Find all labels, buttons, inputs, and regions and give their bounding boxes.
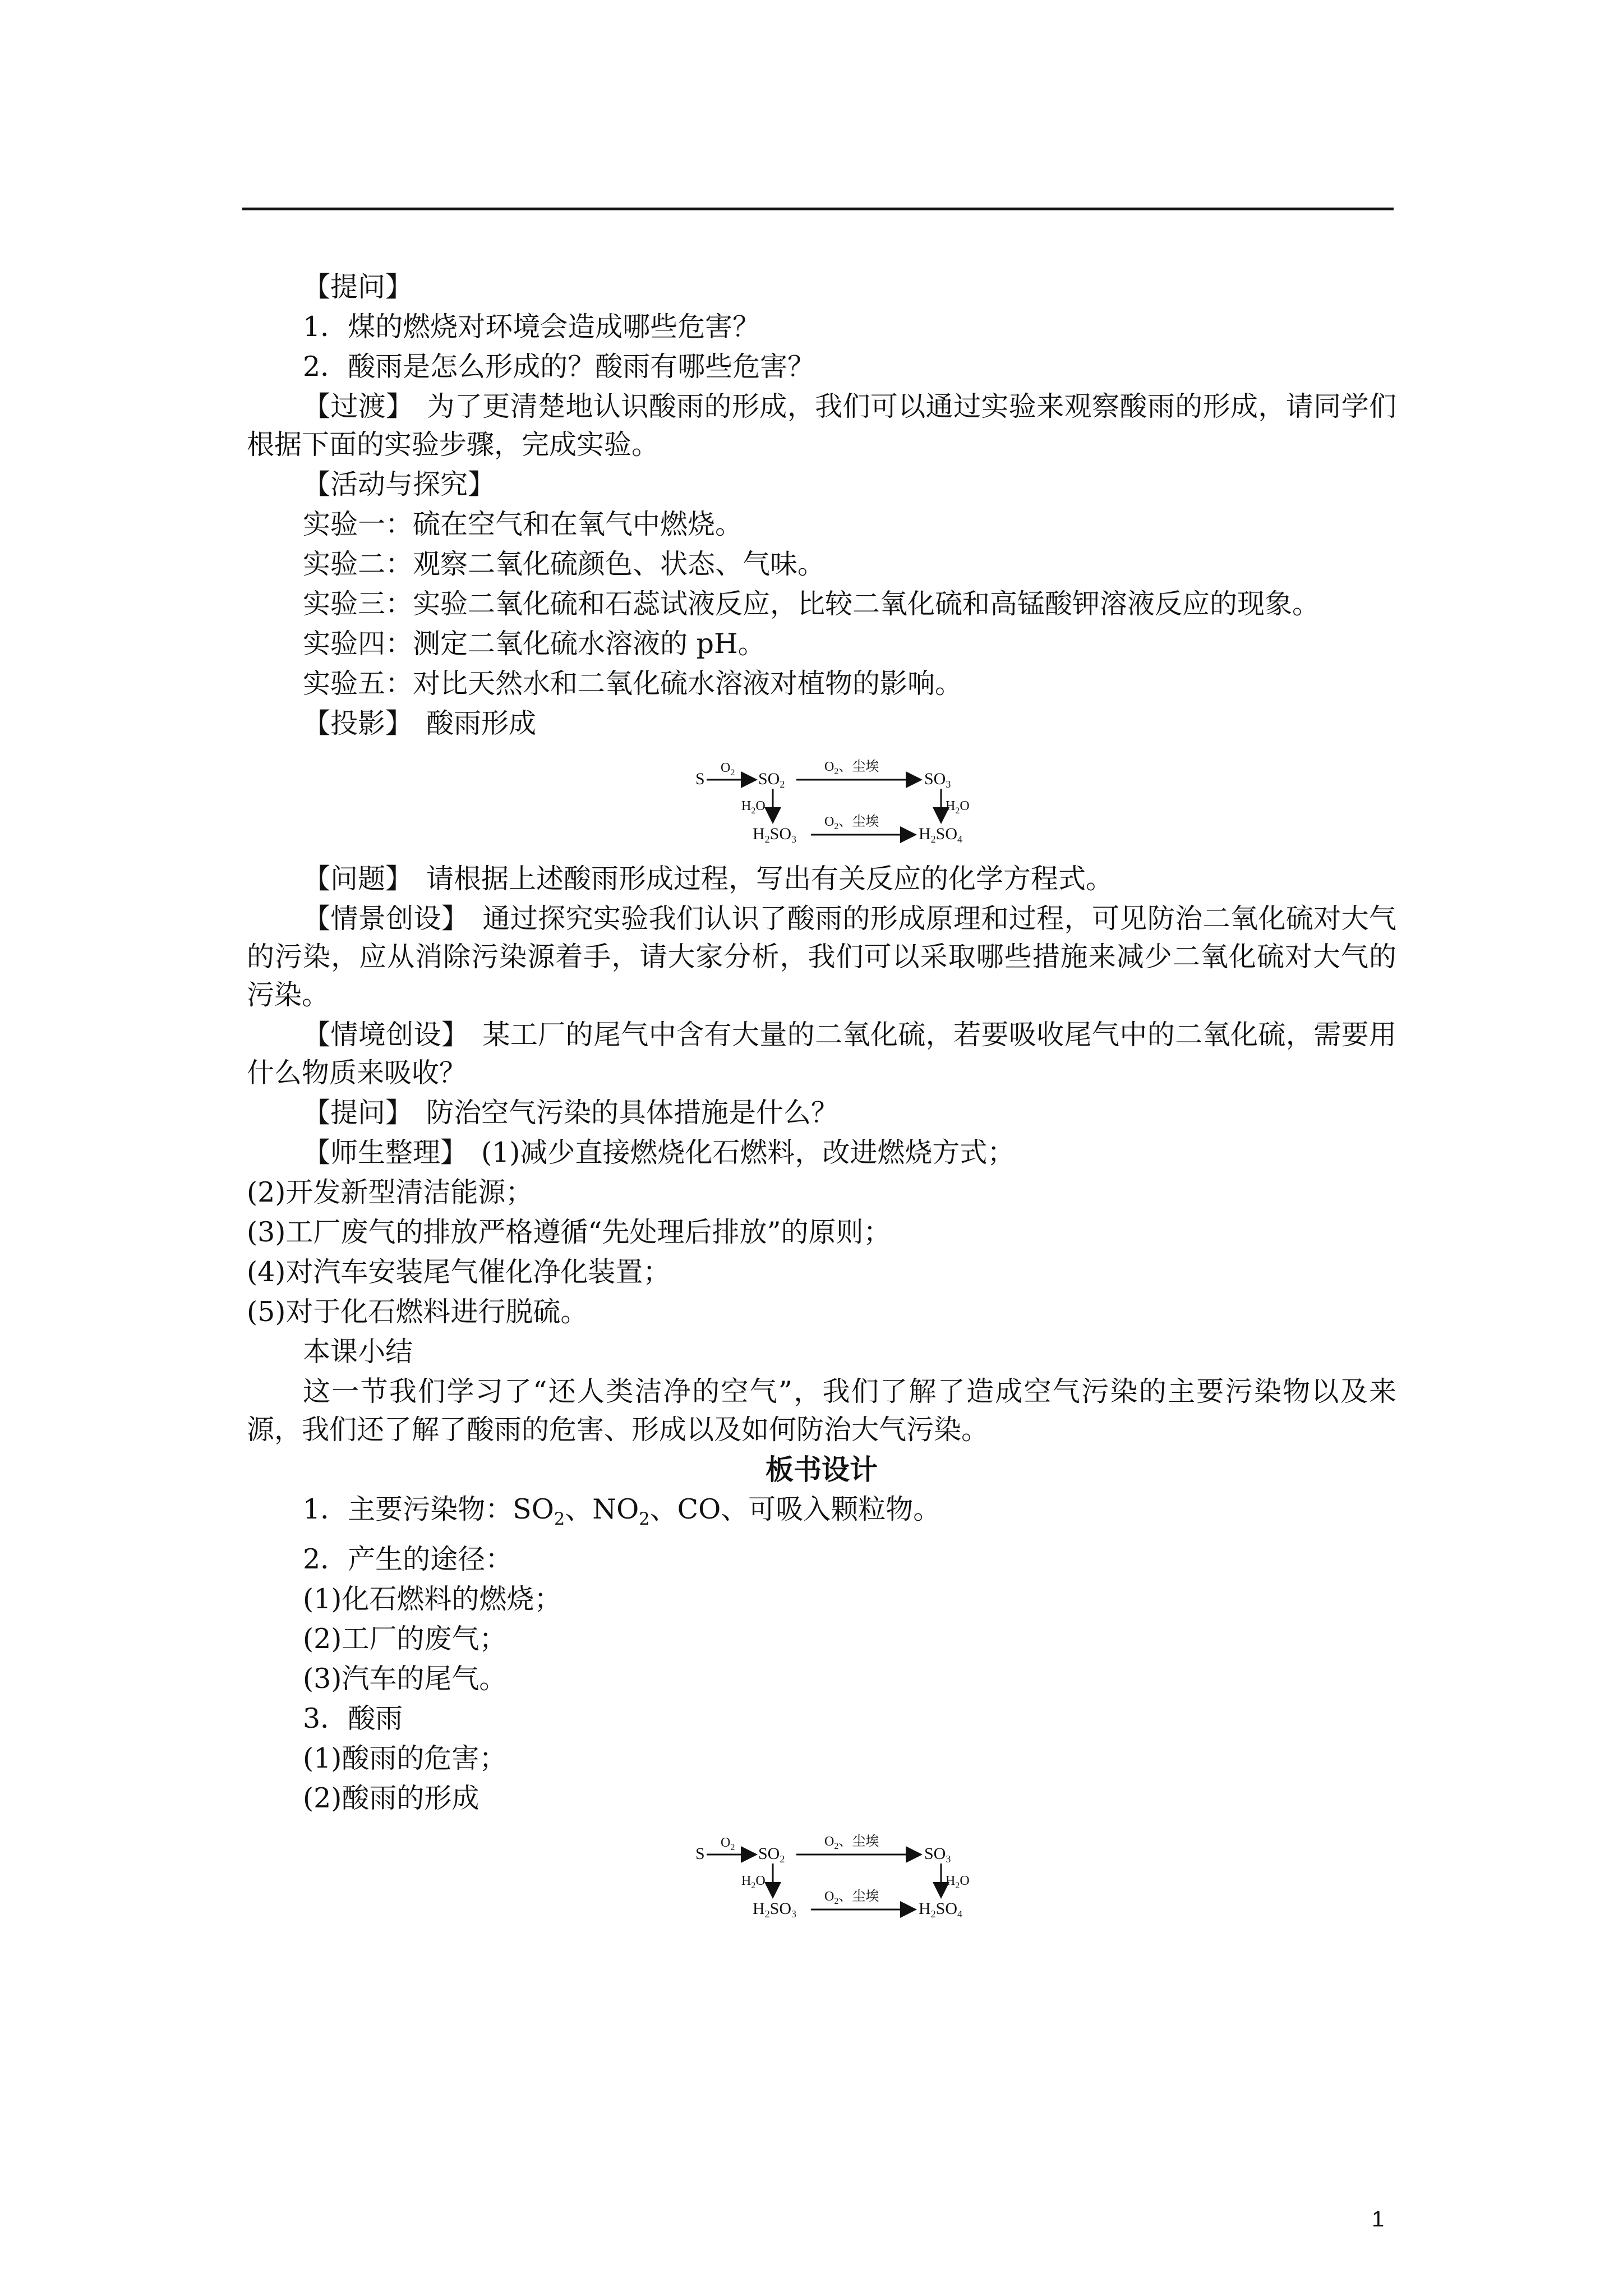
s-label: S xyxy=(695,770,705,788)
acid-rain-diagram-2 xyxy=(247,1824,1396,1922)
ask-2-paragraph xyxy=(247,1094,1396,1132)
h2so4-label: $H_2SO_4$ xyxy=(919,1899,963,1920)
scene-1-label: 【情景创设】 xyxy=(303,903,469,935)
so3-label: $SO_3$ xyxy=(924,1844,951,1865)
summary-label: 【师生整理】 xyxy=(303,1137,468,1168)
board-item-3-2: (2)酸雨的形成 xyxy=(303,1782,479,1814)
h2so3-label: $H_2SO_3$ xyxy=(753,1899,797,1920)
transition-label: 【过渡】 xyxy=(303,390,414,422)
board-item-2-3: (3)汽车的尾气。 xyxy=(303,1662,507,1695)
scene-2-label: 【情境创设】 xyxy=(303,1019,469,1051)
problem-paragraph xyxy=(247,860,1396,898)
so3-label: $SO_3$ xyxy=(924,770,951,790)
activity-label: 【活动与探究】 xyxy=(303,468,496,500)
header-rule xyxy=(242,208,1394,210)
board-item-2-1: (1)化石燃料的燃烧； xyxy=(303,1582,562,1615)
problem-label: 【问题】 xyxy=(303,863,413,895)
h2o-right-reagent: $H_2O$ xyxy=(946,1873,970,1890)
o2-dust-reagent-bottom: $O_2$、尘埃 xyxy=(824,815,879,831)
transition-text: 为了更清楚地认识酸雨的形成，我们可以通过实验来观察酸雨的形成，请同学们根据下面的实验步骤，完成实验。 xyxy=(247,390,1396,461)
h2o-left-reagent: $H_2O$ xyxy=(741,1873,766,1890)
transition-paragraph xyxy=(247,388,1396,464)
s-label: S xyxy=(695,1844,705,1863)
experiment-1: 实验一：硫在空气和在氧气中燃烧。 xyxy=(303,508,743,540)
page-number: 1 xyxy=(1372,2207,1385,2231)
measure-1: (1)减少直接燃烧化石燃料，改进燃烧方式； xyxy=(481,1137,1015,1168)
experiment-4: 实验四：测定二氧化硫水溶液的 pH。 xyxy=(303,628,766,660)
measure-3: (3)工厂废气的排放严格遵循“先处理后排放”的原则； xyxy=(247,1216,891,1248)
h2o-right-reagent: $H_2O$ xyxy=(946,799,970,816)
o2-reagent: $O_2$ xyxy=(721,1835,735,1852)
o2-reagent: $O_2$ xyxy=(721,761,735,777)
question-2: 2．酸雨是怎么形成的？酸雨有哪些危害？ xyxy=(303,351,815,383)
projection-paragraph xyxy=(247,705,1396,743)
ask-2-text: 防治空气污染的具体措施是什么？ xyxy=(426,1097,839,1129)
o2-dust-reagent-top: $O_2$、尘埃 xyxy=(824,1834,879,1851)
board-item-3: 3．酸雨 xyxy=(303,1702,403,1734)
measure-2: (2)开发新型清洁能源； xyxy=(247,1176,533,1208)
board-item-3-1: (1)酸雨的危害； xyxy=(303,1742,507,1774)
board-design-title: 板书设计 xyxy=(766,1453,878,1486)
experiment-3: 实验三：实验二氧化硫和石蕊试液反应，比较二氧化硫和高锰酸钾溶液反应的现象。 xyxy=(303,588,1320,620)
acid-rain-flow-svg-1 xyxy=(690,749,1004,848)
acid-rain-diagram-1 xyxy=(247,749,1396,848)
acid-rain-flow-svg-2 xyxy=(690,1824,1004,1922)
problem-text: 请根据上述酸雨形成过程，写出有关反应的化学方程式。 xyxy=(426,863,1114,895)
scene-1-text: 通过探究实验我们认识了酸雨的形成原理和过程，可见防治二氧化硫对大气的污染，应从消除污染源着手，请大家分析，我们可以采取哪些措施来减少二氧化硫对大气的污染。 xyxy=(247,903,1396,1011)
ask-label: 【提问】 xyxy=(303,271,413,303)
scene-1-paragraph xyxy=(247,900,1396,1014)
projection-text: 酸雨形成 xyxy=(426,707,537,739)
o2-dust-reagent-top: $O_2$、尘埃 xyxy=(824,760,879,776)
o2-dust-reagent-bottom: $O_2$、尘埃 xyxy=(824,1889,879,1906)
lesson-summary-heading: 本课小结 xyxy=(303,1336,413,1368)
board-item-2-2: (2)工厂的废气； xyxy=(303,1622,507,1655)
h2o-left-reagent: $H_2O$ xyxy=(741,799,766,816)
lesson-summary-text: 这一节我们学习了“还人类洁净的空气”，我们了解了造成空气污染的主要污染物以及来源，我们还了解了酸雨的危害、形成以及如何防治大气污染。 xyxy=(247,1375,1396,1446)
scene-2-paragraph xyxy=(247,1016,1396,1092)
board-item-2: 2．产生的途径： xyxy=(303,1543,513,1575)
board-item-1: 1．主要污染物：$SO_2$、$NO_2$、CO、可吸入颗粒物。 xyxy=(303,1493,941,1529)
page-content xyxy=(247,268,1396,1935)
experiment-2: 实验二：观察二氧化硫颜色、状态、气味。 xyxy=(303,548,826,580)
experiment-5: 实验五：对比天然水和二氧化硫水溶液对植物的影响。 xyxy=(303,668,963,700)
so2-label: $SO_2$ xyxy=(758,1844,785,1865)
h2so4-label: $H_2SO_4$ xyxy=(919,825,963,845)
measure-5: (5)对于化石燃料进行脱硫。 xyxy=(247,1296,588,1328)
summary-paragraph xyxy=(247,1134,1396,1172)
question-1: 1．煤的燃烧对环境会造成哪些危害？ xyxy=(303,311,760,343)
so2-label: $SO_2$ xyxy=(758,770,785,790)
measure-4: (4)对汽车安装尾气催化净化装置； xyxy=(247,1256,671,1288)
scene-2-text: 某工厂的尾气中含有大量的二氧化硫，若要吸收尾气中的二氧化硫，需要用什么物质来吸收？ xyxy=(247,1019,1396,1089)
projection-label: 【投影】 xyxy=(303,707,413,739)
h2so3-label: $H_2SO_3$ xyxy=(753,825,797,845)
ask-2-label: 【提问】 xyxy=(303,1097,413,1129)
